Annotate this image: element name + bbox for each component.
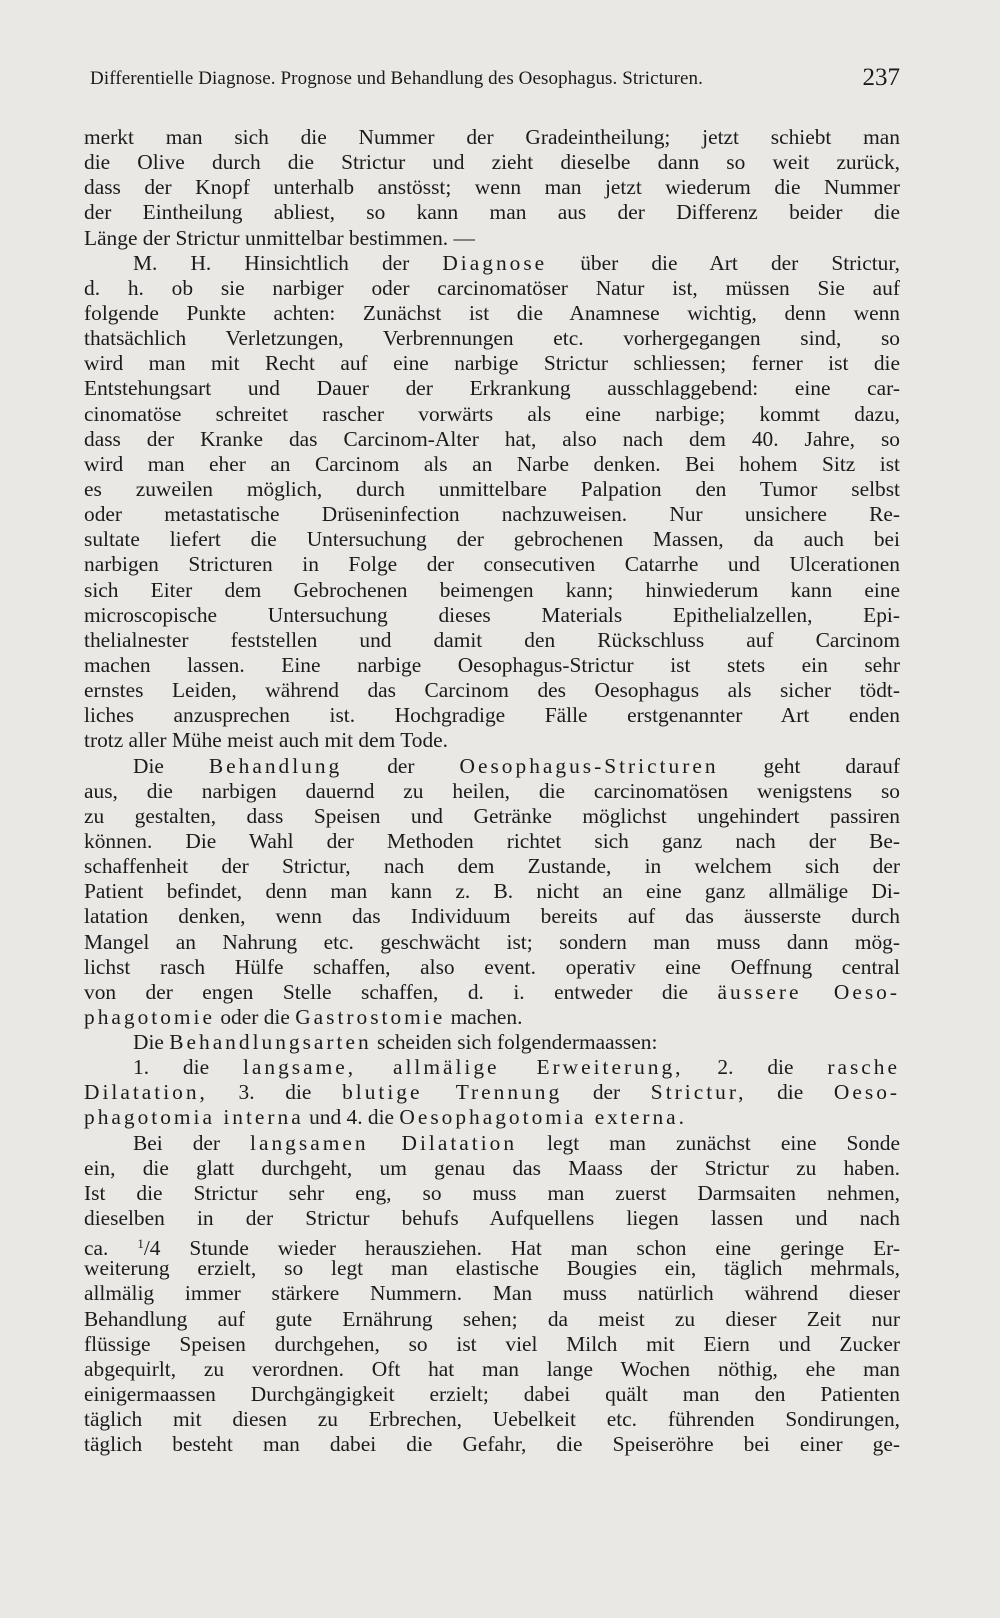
text-line (84, 1055, 900, 1080)
text-segment: dieselben in der Strictur behufs Aufquellens liegen lassen und nach (84, 1206, 900, 1231)
text-line (84, 980, 900, 1005)
text-line (84, 1432, 900, 1457)
text-line (84, 276, 900, 301)
text-segment: trotz aller Mühe meist auch mit dem Tode. (84, 728, 449, 753)
text-segment: machen lassen. Eine narbige Oesophagus-Strictur ist stets ein sehr (84, 652, 900, 677)
text-line (84, 1357, 900, 1382)
text-segment: über die Art der Strictur, (547, 250, 900, 275)
text-line (84, 703, 900, 728)
text-segment: einigermaassen Durchgängigkeit erzielt; dabei quält man den Patienten (84, 1382, 900, 1407)
text-segment: wird man mit Recht auf eine narbige Strictur schliessen; ferner ist die (84, 351, 900, 376)
text-segment: d. h. ob sie narbiger oder carcinomatöser Natur ist, müssen Sie auf (84, 275, 900, 300)
text-segment: ernstes Leiden, während das Carcinom des Oesophagus als sicher tödt- (84, 678, 900, 703)
text-line (84, 552, 900, 577)
text-segment: 4 (149, 1236, 161, 1261)
text-segment: geht darauf (718, 753, 900, 778)
text-segment: flüssige Speisen durchgehen, so ist viel Milch mit Eiern und Zucker (84, 1331, 900, 1356)
text-line (84, 879, 900, 904)
text-segment: täglich mit diesen zu Erbrechen, Uebelkeit etc. führenden Sondirungen, (84, 1407, 900, 1432)
text-line (84, 527, 900, 552)
text-line (84, 1332, 900, 1357)
text-segment: cinomatöse schreitet rascher vorwärts als eine narbige; kommt dazu, (84, 401, 900, 426)
text-segment: oder metastatische Drüseninfection nachzuweisen. Nur unsichere Re- (84, 502, 900, 527)
text-segment: Entstehungsart und Dauer der Erkrankung ausschlaggebend: eine car- (84, 376, 900, 401)
text-line (84, 955, 900, 980)
spaced-emphasis: rasche (827, 1055, 900, 1080)
text-segment: 1 (137, 1236, 144, 1252)
text-segment: täglich besteht man dabei die Gefahr, die Speiseröhre bei einer ge- (84, 1432, 900, 1457)
spaced-emphasis: Dilatation, (84, 1080, 208, 1105)
spaced-emphasis: Oesophagotomia externa. (399, 1105, 687, 1130)
text-segment: weiterung erzielt, so legt man elastische Bougies ein, täglich mehrmals, (84, 1256, 900, 1281)
text-segment: Die (133, 1030, 170, 1055)
text-line (84, 904, 900, 929)
text-line (84, 175, 900, 200)
text-segment: ca. (84, 1236, 138, 1261)
text-segment: narbigen Stricturen in Folge der consecutiven Catarrhe und Ulcerationen (84, 552, 900, 577)
spaced-emphasis: blutige Trennung (342, 1080, 563, 1105)
spaced-emphasis: phagotomie (84, 1004, 215, 1029)
spaced-emphasis: Behandlung (208, 753, 343, 778)
text-segment: dass der Kranke das Carcinom-Alter hat, also nach dem 40. Jahre, so (84, 426, 900, 451)
text-line (84, 754, 900, 779)
text-segment: machen. (445, 1004, 523, 1029)
text-segment: sultate liefert die Untersuchung der gebrochenen Massen, da auch bei (84, 527, 900, 552)
spaced-emphasis: äussere Oeso- (717, 979, 901, 1004)
page-number: 237 (862, 64, 900, 91)
text-segment: ein, die glatt durchgeht, um genau das Maass der Strictur zu haben. (84, 1155, 900, 1180)
text-line (84, 251, 900, 276)
text-line (84, 200, 900, 225)
text-segment: die (746, 1080, 834, 1105)
text-line (84, 930, 900, 955)
text-segment: 3. die (207, 1080, 343, 1105)
text-line (84, 1206, 900, 1231)
text-segment: der (342, 753, 460, 778)
text-segment: merkt man sich die Nummer der Gradeintheilung; jetzt schiebt man (84, 125, 900, 149)
text-segment: latation denken, wenn das Individuum bereits auf das äusserste durch (84, 904, 900, 929)
text-segment: Stunde wieder herausziehen. Hat man schon eine geringe Er- (160, 1236, 901, 1261)
text-segment: microscopische Untersuchung dieses Materials Epithelialzellen, Epi- (84, 602, 900, 627)
text-segment: allmälig immer stärkere Nummern. Man muss natürlich während dieser (84, 1281, 900, 1306)
text-line (84, 1030, 900, 1055)
text-line (84, 1181, 900, 1206)
spaced-emphasis: Gastrostomie (295, 1004, 446, 1029)
text-line (84, 402, 900, 427)
text-segment: Behandlung auf gute Ernährung sehen; da meist zu dieser Zeit nur (84, 1306, 900, 1331)
running-title: Differentielle Diagnose. Prognose und Behandlung des Oesophagus. Stricturen. (90, 68, 704, 89)
spaced-emphasis: Behandlungsarten (169, 1030, 372, 1055)
body-text (84, 125, 900, 1457)
text-segment: dass der Knopf unterhalb anstösst; wenn man jetzt wiederum die Nummer (84, 175, 900, 200)
text-segment: es zuweilen möglich, durch unmittelbare Palpation den Tumor selbst (84, 476, 900, 501)
text-segment: und 4. die (303, 1105, 400, 1130)
text-segment: aus, die narbigen dauernd zu heilen, die carcinomatösen wenigstens so (84, 778, 900, 803)
text-line (84, 1105, 900, 1130)
text-segment: Die (133, 753, 209, 778)
spaced-emphasis: Oesophagus-Stricturen (459, 753, 719, 778)
text-segment: folgende Punkte achten: Zunächst ist die Anamnese wichtig, denn wenn (84, 300, 900, 325)
text-line (84, 1231, 901, 1261)
text-line (84, 854, 900, 879)
text-line (84, 351, 900, 376)
text-segment: Ist die Strictur sehr eng, so muss man zuerst Darmsaiten nehmen, (84, 1180, 900, 1205)
text-line (84, 1080, 900, 1105)
text-segment: von der engen Stelle schaffen, d. i. entweder die (84, 979, 718, 1004)
text-segment: abgequirlt, zu verordnen. Oft hat man lange Wochen nöthig, ehe man (84, 1356, 900, 1381)
text-line (84, 452, 900, 477)
text-line (84, 1131, 900, 1156)
text-line (84, 226, 900, 251)
text-line (84, 326, 900, 351)
text-line (84, 1382, 900, 1407)
text-line (84, 502, 900, 527)
text-segment: Patient befindet, denn man kann z. B. nicht an eine ganz allmälige Di- (84, 879, 900, 904)
text-line (84, 829, 900, 854)
text-segment: scheiden sich folgendermaassen: (371, 1030, 658, 1055)
text-line (84, 1156, 900, 1181)
text-line (84, 477, 900, 502)
text-line (84, 628, 900, 653)
spaced-emphasis: phagotomia interna (84, 1105, 304, 1130)
text-line (84, 1005, 900, 1030)
text-segment: schaffenheit der Strictur, nach dem Zustande, in welchem sich der (84, 854, 900, 879)
spaced-emphasis: Oeso- (833, 1080, 901, 1105)
text-segment: Bei der (133, 1130, 251, 1155)
text-segment: Mangel an Nahrung etc. geschwächt ist; sondern man muss dann mög- (84, 929, 900, 954)
text-line (84, 376, 900, 401)
text-segment: lichst rasch Hülfe schaffen, also event. operativ eine Oeffnung central (84, 954, 900, 979)
text-line (84, 804, 900, 829)
text-line (84, 1281, 900, 1306)
spaced-emphasis: langsame, allmälige Erweiterung, (242, 1055, 684, 1080)
text-line (84, 578, 900, 603)
text-line (84, 1307, 900, 1332)
text-line (84, 301, 900, 326)
text-line (84, 1407, 900, 1432)
text-segment: Länge der Strictur unmittelbar bestimmen. — (84, 225, 475, 250)
text-segment: 2. die (683, 1055, 828, 1080)
text-line (84, 653, 900, 678)
spaced-emphasis: langsamen Dilatation (250, 1130, 518, 1155)
text-line (84, 125, 900, 150)
running-header (87, 64, 900, 98)
text-line (84, 427, 900, 452)
text-segment: / (143, 1236, 150, 1261)
text-segment: der Eintheilung abliest, so kann man aus der Differenz beider die (84, 200, 900, 225)
text-segment: zu gestalten, dass Speisen und Getränke möglichst ungehindert passiren (84, 803, 900, 828)
text-segment: der (562, 1080, 651, 1105)
spaced-emphasis: Diagnose (442, 250, 548, 275)
spaced-emphasis: Strictur, (650, 1080, 747, 1105)
text-segment: wird man eher an Carcinom als an Narbe denken. Bei hohem Sitz ist (84, 451, 900, 476)
text-line (84, 1256, 900, 1281)
text-segment: die Olive durch die Strictur und zieht dieselbe dann so weit zurück, (84, 150, 900, 175)
text-segment: thelialnester feststellen und damit den Rückschluss auf Carcinom (84, 627, 900, 652)
text-line (84, 678, 900, 703)
text-segment: liches anzusprechen ist. Hochgradige Fälle erstgenannter Art enden (84, 703, 900, 728)
text-segment: oder die (215, 1004, 296, 1029)
text-segment: können. Die Wahl der Methoden richtet sich ganz nach der Be- (84, 828, 900, 853)
text-line (84, 603, 900, 628)
text-line (84, 728, 900, 753)
text-segment: 1. die (133, 1055, 243, 1080)
text-line (84, 150, 900, 175)
text-line (84, 779, 900, 804)
text-segment: thatsächlich Verletzungen, Verbrennungen etc. vorhergegangen sind, so (84, 326, 900, 351)
text-segment: M. H. Hinsichtlich der (133, 250, 443, 275)
text-segment: legt man zunächst eine Sonde (517, 1130, 900, 1155)
text-segment: sich Eiter dem Gebrochenen beimengen kann; hinwiederum kann eine (84, 577, 900, 602)
